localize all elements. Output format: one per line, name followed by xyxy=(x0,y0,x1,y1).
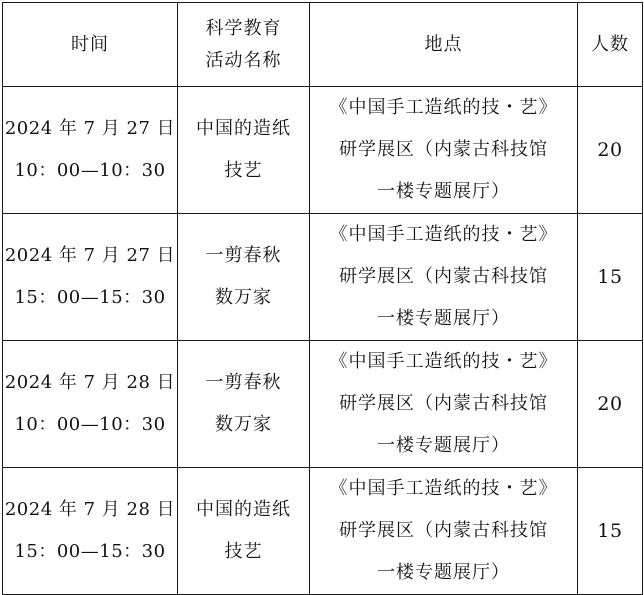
location-line1: 《中国手工造纸的技・艺》 xyxy=(329,351,558,372)
count-cell xyxy=(578,341,643,468)
location-line3: 一楼专题展厅） xyxy=(377,562,510,583)
time-text: 15：00—15：30 xyxy=(14,541,166,562)
count-text: 15 xyxy=(597,520,623,542)
table-row xyxy=(3,214,643,341)
time-text: 10：00—10：30 xyxy=(14,414,166,435)
date-text: 2024 年 7 月 27 日 xyxy=(4,118,176,139)
location-cell xyxy=(310,468,578,595)
activity-line2: 数万家 xyxy=(215,414,272,435)
location-line2: 研学展区（内蒙古科技馆 xyxy=(339,520,548,541)
activity-line1: 中国的造纸 xyxy=(196,499,291,520)
location-line1: 《中国手工造纸的技・艺》 xyxy=(329,224,558,245)
activity-line2: 技艺 xyxy=(224,541,263,562)
schedule-table xyxy=(2,2,643,595)
location-cell xyxy=(310,341,578,468)
header-location-label: 地点 xyxy=(424,33,463,55)
table-row xyxy=(3,468,643,595)
location-line3: 一楼专题展厅） xyxy=(377,181,510,202)
location-line3: 一楼专题展厅） xyxy=(377,435,510,456)
location-line1: 《中国手工造纸的技・艺》 xyxy=(329,97,558,118)
count-text: 15 xyxy=(597,266,623,288)
count-text: 20 xyxy=(597,139,623,161)
time-cell xyxy=(3,341,178,468)
header-activity-line2: 活动名称 xyxy=(205,49,282,71)
activity-cell xyxy=(178,468,310,595)
date-text: 2024 年 7 月 28 日 xyxy=(4,372,176,393)
table-row xyxy=(3,87,643,214)
activity-cell xyxy=(178,214,310,341)
table-row xyxy=(3,341,643,468)
header-count xyxy=(578,3,643,87)
time-cell xyxy=(3,87,178,214)
count-cell xyxy=(578,87,643,214)
location-line2: 研学展区（内蒙古科技馆 xyxy=(339,139,548,160)
location-line3: 一楼专题展厅） xyxy=(377,308,510,329)
location-line2: 研学展区（内蒙古科技馆 xyxy=(339,266,548,287)
activity-cell xyxy=(178,87,310,214)
header-time-label: 时间 xyxy=(71,33,109,55)
location-cell xyxy=(310,214,578,341)
header-activity xyxy=(178,3,310,87)
header-time xyxy=(3,3,178,87)
activity-line1: 一剪春秋 xyxy=(205,372,282,393)
date-text: 2024 年 7 月 28 日 xyxy=(4,499,176,520)
location-line1: 《中国手工造纸的技・艺》 xyxy=(329,478,558,499)
time-cell xyxy=(3,468,178,595)
time-text: 10：00—10：30 xyxy=(14,160,166,181)
count-cell xyxy=(578,214,643,341)
location-cell xyxy=(310,87,578,214)
time-text: 15：00—15：30 xyxy=(14,287,166,308)
activity-line1: 中国的造纸 xyxy=(196,118,291,139)
date-text: 2024 年 7 月 27 日 xyxy=(4,245,176,266)
table-header-row xyxy=(3,3,643,87)
location-line2: 研学展区（内蒙古科技馆 xyxy=(339,393,548,414)
count-cell xyxy=(578,468,643,595)
header-location xyxy=(310,3,578,87)
count-text: 20 xyxy=(597,393,623,415)
time-cell xyxy=(3,214,178,341)
activity-line1: 一剪春秋 xyxy=(205,245,282,266)
header-count-label: 人数 xyxy=(591,33,629,55)
activity-cell xyxy=(178,341,310,468)
header-activity-line1: 科学教育 xyxy=(205,17,282,39)
activity-line2: 技艺 xyxy=(224,160,263,181)
activity-line2: 数万家 xyxy=(215,287,272,308)
